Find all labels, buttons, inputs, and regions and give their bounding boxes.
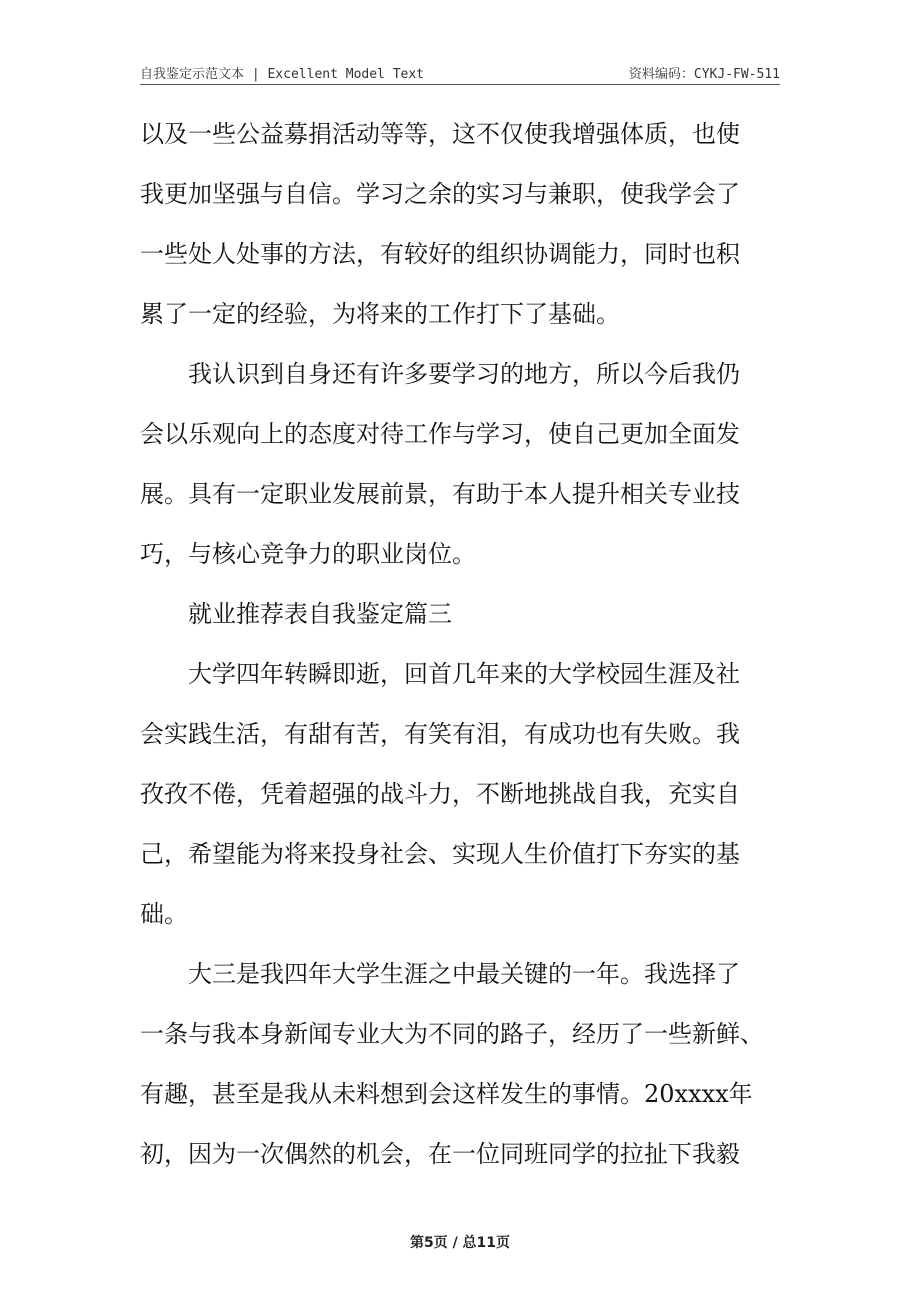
section-heading: 就业推荐表自我鉴定篇三 (188, 600, 452, 628)
document-body (140, 114, 780, 1194)
text-line: 展。具有一定职业发展前景，有助于本人提升相关专业技 (140, 480, 740, 508)
page-header (140, 60, 780, 85)
text-line: 会实践生活，有甜有苦，有笑有泪，有成功也有失败。我 (140, 720, 740, 748)
text-line: 大学四年转瞬即逝，回首几年来的大学校园生涯及社 (188, 660, 740, 688)
text-line: 我更加坚强与自信。学习之余的实习与兼职，使我学会了 (140, 180, 740, 208)
header-title: 自我鉴定示范文本 | Excellent Model Text (140, 67, 425, 82)
text-line: 累了一定的经验，为将来的工作打下了基础。 (140, 300, 620, 328)
text-line: 大三是我四年大学生涯之中最关键的一年。我选择了 (188, 960, 740, 988)
text-line: 我认识到自身还有许多要学习的地方，所以今后我仍 (188, 360, 740, 388)
text-line: 一条与我本身新闻专业大为不同的路子，经历了一些新鲜、 (140, 1020, 764, 1048)
text-line: 孜孜不倦，凭着超强的战斗力，不断地挑战自我，充实自 (140, 780, 740, 808)
page-footer (0, 1232, 920, 1252)
text-line: 巧，与核心竞争力的职业岗位。 (140, 540, 476, 568)
text-line: 一些处人处事的方法，有较好的组织协调能力，同时也积 (140, 240, 740, 268)
text-line: 础。 (140, 900, 188, 928)
text-line: 有趣，甚至是我从未料想到会这样发生的事情。20xxxx年 (140, 1080, 753, 1108)
document-code: 资料编码：CYKJ-FW-511 (628, 67, 780, 82)
text-line: 己，希望能为将来投身社会、实现人生价值打下夯实的基 (140, 840, 740, 868)
text-line: 以及一些公益募捐活动等等，这不仅使我增强体质，也使 (140, 120, 740, 148)
text-line: 初，因为一次偶然的机会，在一位同班同学的拉扯下我毅 (140, 1140, 740, 1168)
page-number: 第5页 / 总11页 (409, 1235, 511, 1251)
text-line: 会以乐观向上的态度对待工作与学习，使自己更加全面发 (140, 420, 740, 448)
